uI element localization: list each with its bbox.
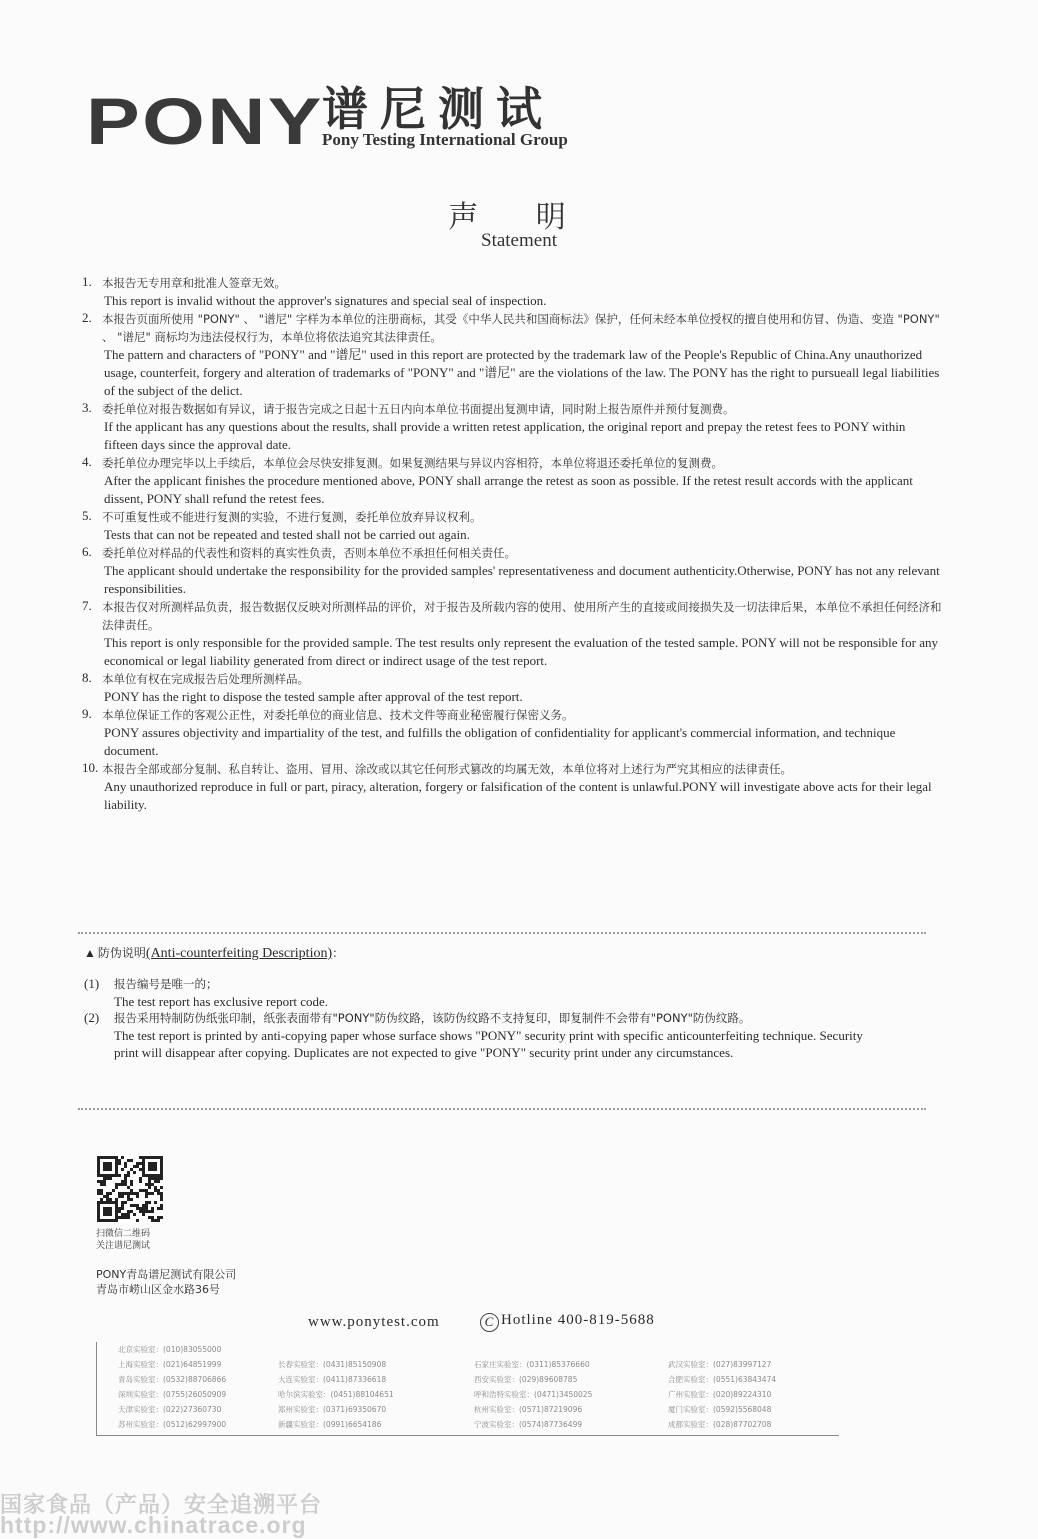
lab-entry	[118, 1419, 226, 1430]
company-info	[96, 1267, 236, 1297]
statement-en: PONY has the right to dispose the tested sample after approval of the test report.	[104, 689, 523, 704]
lab-name: 呼和浩特实验室：	[474, 1390, 534, 1399]
hotline	[480, 1312, 655, 1332]
statement-item	[82, 670, 942, 706]
lab-phone: (0512)62997900	[163, 1420, 227, 1429]
statement-number: 6.	[82, 544, 92, 559]
statement-item	[82, 760, 942, 814]
lab-phone: (0532)88706866	[163, 1375, 227, 1384]
statement-title-en: Statement	[481, 230, 557, 251]
lab-name: 武汉实验室：	[668, 1360, 713, 1369]
lab-phone: (0311)85376660	[526, 1360, 590, 1369]
lab-name: 杭州实验室：	[474, 1405, 519, 1414]
lab-entry	[118, 1389, 226, 1400]
statement-number: 9.	[82, 706, 92, 721]
lab-phone: (0574)87736499	[519, 1420, 583, 1429]
lab-name: 厦门实验室：	[668, 1405, 713, 1414]
anti-number: (2)	[84, 1010, 100, 1025]
anti-cn: 报告采用特制防伪纸张印制，纸张表面带有"PONY"防伪纹路，该防伪纹路不支持复印，即复制件不会带有"PONY"防伪纹路。	[114, 1011, 751, 1025]
lab-name: 宁波实验室：	[474, 1420, 519, 1429]
lab-phone: (029)89608785	[519, 1375, 578, 1384]
anti-item	[84, 976, 884, 1010]
statement-number: 5.	[82, 508, 92, 523]
statement-cn: 不可重复性或不能进行复测的实验，不进行复测，委托单位放弃异议权利。	[102, 510, 482, 524]
statement-number: 3.	[82, 400, 92, 415]
triangle-icon: ▲	[84, 946, 96, 960]
lab-entry	[278, 1389, 394, 1400]
lab-name: 新疆实验室：	[278, 1420, 323, 1429]
lab-phone: (0471)3450025	[534, 1390, 593, 1399]
phone-icon: C	[480, 1313, 499, 1332]
lab-entry	[668, 1374, 776, 1385]
lab-phone: (0371)69350670	[323, 1405, 387, 1414]
lab-entry	[278, 1359, 386, 1370]
lab-entry	[118, 1404, 221, 1415]
statement-cn: 本报告无专用章和批准人签章无效。	[102, 276, 286, 290]
lab-entry	[474, 1389, 592, 1400]
statement-item	[82, 706, 942, 760]
watermark-cn: 国家食品（产品）安全追溯平台	[0, 1493, 323, 1518]
anti-cn: 报告编号是唯一的；	[114, 977, 218, 991]
lab-phone: (022)27360730	[163, 1405, 222, 1414]
lab-entry	[278, 1374, 386, 1385]
anti-title-en: (Anti-counterfeiting Description)	[145, 946, 333, 961]
lab-name: 苏州实验室：	[118, 1420, 163, 1429]
lab-phone: (0592)5568048	[713, 1405, 772, 1414]
lab-name: 大连实验室：	[278, 1375, 323, 1384]
divider-bottom	[78, 1108, 926, 1110]
lab-entry	[118, 1359, 221, 1370]
lab-entry	[668, 1359, 771, 1370]
statement-title-cn: 声 明	[448, 200, 590, 235]
statement-en: This report is only responsible for the provided sample. The test results only represent the evaluation of the tested sample. PONY will not be responsible for any economical or legal liability generated from direct or indirect usage of the test report.	[104, 635, 938, 668]
lab-phone: (0551)63843474	[713, 1375, 777, 1384]
lab-entry	[278, 1404, 386, 1415]
lab-entry	[474, 1359, 590, 1370]
statement-item	[82, 454, 942, 508]
lab-name: 合肥实验室：	[668, 1375, 713, 1384]
lab-name: 长春实验室：	[278, 1360, 323, 1369]
statement-en: Tests that can not be repeated and tested shall not be carried out again.	[104, 527, 470, 542]
anti-item	[84, 1010, 884, 1061]
statement-cn: 本单位保证工作的客观公正性，对委托单位的商业信息、技术文件等商业秘密履行保密义务。	[102, 708, 574, 722]
statement-item	[82, 274, 942, 310]
lab-entry	[118, 1374, 226, 1385]
statement-cn: 本报告全部或部分复制、私自转让、盗用、冒用、涂改或以其它任何形式篡改的均属无效，本单位将对上述行为严究其相应的法律责任。	[102, 762, 792, 776]
lab-entry	[668, 1389, 771, 1400]
statement-item	[82, 598, 942, 670]
statement-en: Any unauthorized reproduce in full or part, piracy, alteration, forgery or falsification of the content is unlawful.PONY will investigate above acts for their legal liability.	[104, 779, 932, 812]
lab-phone: (020)89224310	[713, 1390, 772, 1399]
lab-entry	[474, 1404, 582, 1415]
lab-name: 北京实验室：	[118, 1345, 163, 1354]
statement-item	[82, 400, 942, 454]
lab-name: 天津实验室：	[118, 1405, 163, 1414]
company-address: 青岛市崂山区金水路36号	[96, 1283, 220, 1296]
qr-caption-line1: 扫微信二维码	[96, 1229, 151, 1239]
lab-phone: (0451)88104651	[330, 1390, 394, 1399]
lab-name: 西安实验室：	[474, 1375, 519, 1384]
lab-name: 成都实验室：	[668, 1420, 713, 1429]
anti-number: (1)	[84, 976, 100, 991]
statement-en: If the applicant has any questions about the results, shall provide a written retest application, the original report and prepay the retest fees to PONY within fifteen days since the approval date.	[104, 419, 906, 452]
statement-en: PONY assures objectivity and impartiality of the test, and fulfills the obligation of confidentiality for applicant's commercial information, and technique document.	[104, 725, 896, 758]
lab-name: 深圳实验室：	[118, 1390, 163, 1399]
qr-caption	[96, 1228, 150, 1252]
statement-en: After the applicant finishes the procedure mentioned above, PONY shall arrange the retest as soon as possible. If the retest result accords with the applicant dissent, PONY shall refund the retest fees.	[104, 473, 913, 506]
hotline-label: Hotline	[501, 1312, 553, 1328]
statement-en: The applicant should undertake the responsibility for the provided samples' representativeness and document authenticity.Otherwise, PONY has not any relevant responsibilities.	[104, 563, 940, 596]
statement-item	[82, 544, 942, 598]
qr-code	[96, 1155, 164, 1223]
lab-name: 广州实验室：	[668, 1390, 713, 1399]
anti-counterfeit-title	[84, 944, 344, 962]
statement-item	[82, 310, 942, 400]
logo-english-name: Pony Testing International Group	[322, 130, 568, 149]
lab-entry	[118, 1344, 221, 1355]
statement-cn: 委托单位对报告数据如有异议，请于报告完成之日起十五日内向本单位书面提出复测申请，同时附上报告原件并预付复测费。	[102, 402, 735, 416]
statement-cn: 本报告仅对所测样品负责，报告数据仅反映对所测样品的评价，对于报告及所载内容的使用、使用所产生的直接或间接损失及一切法律后果，本单位不承担任何经济和法律责任。	[102, 600, 942, 632]
lab-name: 石家庄实验室：	[474, 1360, 527, 1369]
qr-code-icon	[96, 1155, 164, 1223]
lab-phone: (0571)87219096	[519, 1405, 583, 1414]
statement-cn: 本报告页面所使用 "PONY" 、 "谱尼" 字样为本单位的注册商标，其受《中华人民共和国商标法》保护，任何未经本单位授权的擅自使用和仿冒、伪造、变造 "PONY" 、 "谱尼" 商标均为违法侵权行为，本单位将依法追究其法律责任。	[102, 312, 940, 344]
lab-phone: (0755)26050909	[163, 1390, 227, 1399]
statement-number: 4.	[82, 454, 92, 469]
anti-title-cn: 防伪说明	[97, 946, 146, 960]
divider-top	[78, 932, 926, 934]
statement-cn: 本单位有权在完成报告后处理所测样品。	[102, 672, 309, 686]
lab-phone: (0411)87336618	[323, 1375, 387, 1384]
lab-phone: (010)83055000	[163, 1345, 222, 1354]
lab-entry	[668, 1419, 771, 1430]
lab-entry	[474, 1374, 577, 1385]
statement-number: 1.	[82, 274, 92, 289]
statement-list	[82, 274, 942, 814]
anti-en: The test report is printed by anti-copying paper whose surface shows "PONY" security print with specific anticounterfeiting technique. Security print will disappear after copying. Duplicates are not expected to give "PONY" security print under any circumstances.	[114, 1028, 863, 1060]
lab-phone: (0991)6654186	[323, 1420, 382, 1429]
lab-phone: (0431)85150908	[323, 1360, 387, 1369]
lab-phone: (021)64851999	[163, 1360, 222, 1369]
anti-counterfeit-list	[84, 976, 884, 1061]
lab-name: 上海实验室：	[118, 1360, 163, 1369]
lab-phone: (027)83997127	[713, 1360, 772, 1369]
lab-phone: (028)87702708	[713, 1420, 772, 1429]
statement-cn: 委托单位对样品的代表性和资料的真实性负责，否则本单位不承担任何相关责任。	[102, 546, 516, 560]
company-name: PONY青岛谱尼测试有限公司	[96, 1268, 237, 1281]
statement-item	[82, 508, 942, 544]
statement-cn: 委托单位办理完毕以上手续后，本单位会尽快安排复测。如果复测结果与异议内容相符，本单位将退还委托单位的复测费。	[102, 456, 723, 470]
anti-title-colon: ：	[332, 946, 345, 960]
website-link[interactable]: www.ponytest.com	[308, 1314, 440, 1330]
qr-caption-line2: 关注谱尼测试	[96, 1241, 151, 1251]
statement-en: This report is invalid without the approver's signatures and special seal of inspection.	[104, 293, 547, 308]
pony-logo: PONY	[86, 84, 324, 158]
lab-entry	[668, 1404, 771, 1415]
statement-number: 10.	[82, 760, 99, 775]
statement-number: 2.	[82, 310, 92, 325]
lab-entry	[474, 1419, 582, 1430]
lab-entry	[278, 1419, 381, 1430]
hotline-number: 400-819-5688	[557, 1312, 655, 1328]
logo-chinese-name: 谱尼测试	[322, 82, 554, 136]
watermark-url: http://www.chinatrace.org	[0, 1512, 307, 1538]
statement-number: 7.	[82, 598, 92, 613]
anti-en: The test report has exclusive report code.	[114, 994, 329, 1009]
lab-name: 哈尔滨实验室：	[278, 1390, 331, 1399]
lab-name: 青岛实验室：	[118, 1375, 163, 1384]
statement-en: The pattern and characters of "PONY" and "谱尼" used in this report are protected by the trademark law of the People's Republic of China.Any unauthorized usage, counterfeit, forgery and alteration of trademarks of "PONY" and "谱尼" are the violations of the law. The PONY has the right to pursueall legal liabilities of the subject of the delict.	[104, 347, 940, 398]
statement-number: 8.	[82, 670, 92, 685]
lab-name: 郑州实验室：	[278, 1405, 323, 1414]
